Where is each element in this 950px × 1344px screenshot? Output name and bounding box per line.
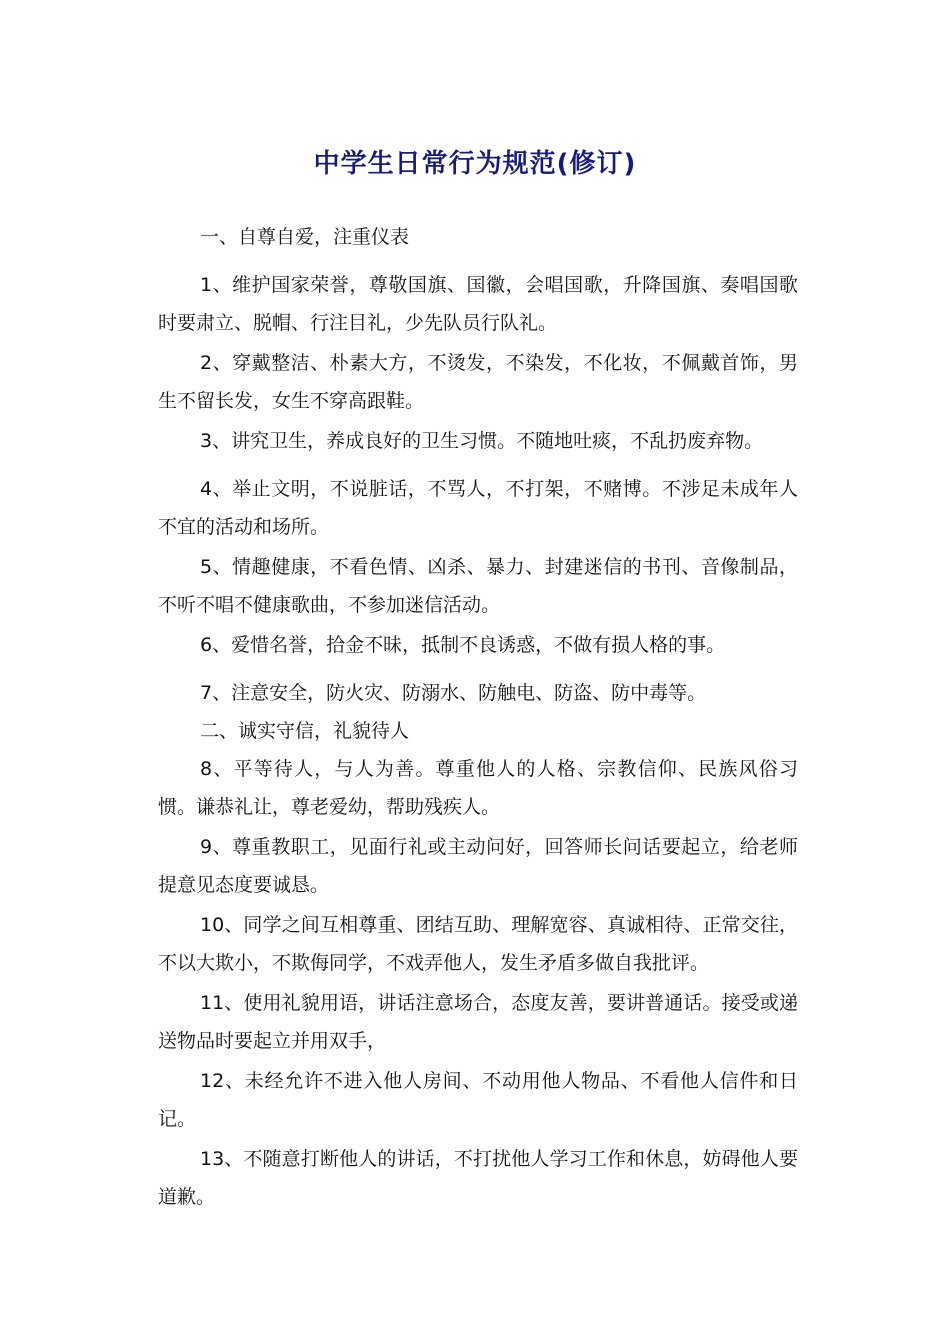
rule-paragraph-9: 9、尊重教职工，见面行礼或主动问好，回答师长问话要起立，给老师提意见态度要诚恳。 [158, 836, 798, 896]
rule-paragraph-11: 11、使用礼貌用语，讲话注意场合，态度友善，要讲普通话。接受或递送物品时要起立并用双手， [158, 992, 798, 1052]
rule-paragraph-5: 5、情趣健康，不看色情、凶杀、暴力、封建迷信的书刊、音像制品，不听不唱不健康歌曲，不参加迷信活动。 [158, 556, 798, 616]
section-heading-2: 二、诚实守信，礼貌待人 [200, 720, 410, 742]
document-body [158, 218, 798, 1216]
rule-paragraph-3: 3、讲究卫生，养成良好的卫生习惯。不随地吐痰，不乱扔废弃物。 [200, 430, 764, 452]
rule-paragraph-6: 6、爱惜名誉，拾金不昧，抵制不良诱惑，不做有损人格的事。 [200, 634, 726, 656]
rule-paragraph-10: 10、同学之间互相尊重、团结互助、理解宽容、真诚相待、正常交往，不以大欺小，不欺侮同学，不戏弄他人，发生矛盾多做自我批评。 [158, 914, 798, 974]
rule-paragraph-12: 12、未经允许不进入他人房间、不动用他人物品、不看他人信件和日记。 [158, 1070, 798, 1130]
rule-paragraph-4: 4、举止文明，不说脏话，不骂人，不打架，不赌博。不涉足未成年人不宜的活动和场所。 [158, 478, 798, 538]
section-heading-1: 一、自尊自爱，注重仪表 [200, 226, 410, 248]
rule-paragraph-2: 2、穿戴整洁、朴素大方，不烫发，不染发，不化妆，不佩戴首饰，男生不留长发，女生不穿高跟鞋。 [158, 352, 798, 412]
rule-paragraph-1: 1、维护国家荣誉，尊敬国旗、国徽，会唱国歌，升降国旗、奏唱国歌时要肃立、脱帽、行注目礼，少先队员行队礼。 [158, 274, 798, 334]
rule-paragraph-13: 13、不随意打断他人的讲话，不打扰他人学习工作和休息，妨碍他人要道歉。 [158, 1148, 798, 1208]
rule-paragraph-8: 8、平等待人，与人为善。尊重他人的人格、宗教信仰、民族风俗习惯。谦恭礼让，尊老爱幼，帮助残疾人。 [158, 758, 798, 818]
document-title: 中学生日常行为规范(修订) [313, 149, 637, 179]
rule-paragraph-7: 7、注意安全，防火灾、防溺水、防触电、防盗、防中毒等。 [200, 682, 707, 704]
